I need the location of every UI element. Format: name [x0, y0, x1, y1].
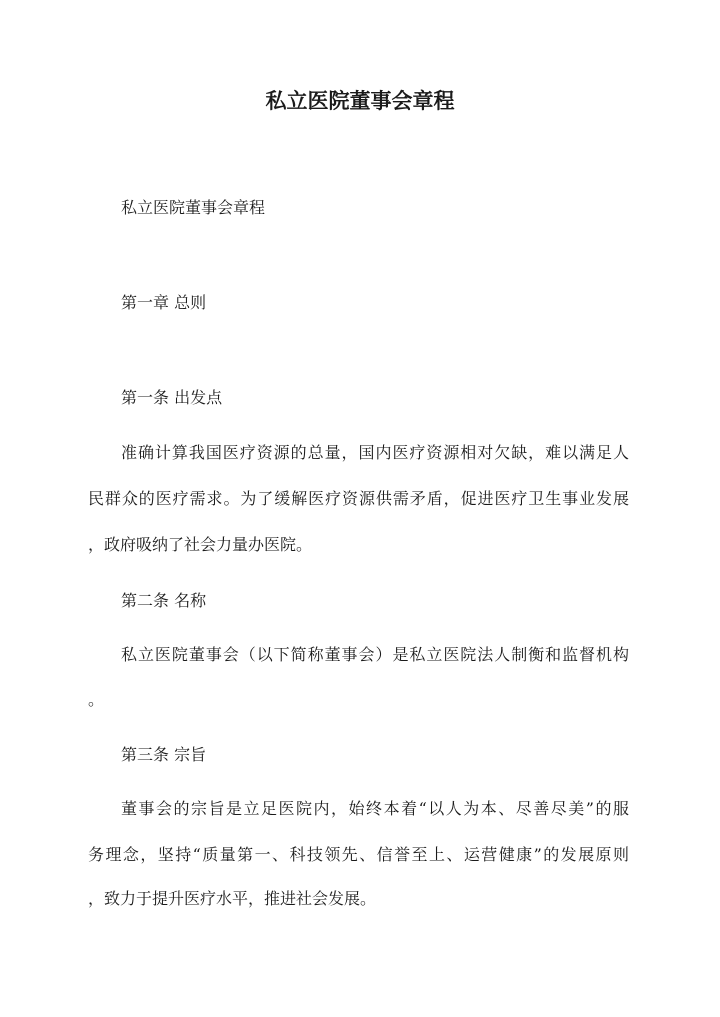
article-2-line-2: 。 — [88, 690, 105, 709]
article-3-heading: 第三条 宗旨 — [121, 745, 207, 764]
document-title: 私立医院董事会章程 — [265, 88, 455, 113]
article-1-line-2: 民群众的医疗需求。为了缓解医疗资源供需矛盾，促进医疗卫生事业发展 — [88, 489, 629, 508]
article-1-line-1: 准确计算我国医疗资源的总量，国内医疗资源相对欠缺，难以满足人 — [121, 443, 629, 462]
chapter-heading: 第一章 总则 — [121, 293, 207, 312]
article-2-heading: 第二条 名称 — [121, 591, 207, 610]
article-3-line-3: ，致力于提升医疗水平，推进社会发展。 — [88, 889, 377, 908]
document-subtitle: 私立医院董事会章程 — [121, 198, 266, 217]
article-3-line-1: 董事会的宗旨是立足医院内，始终本着“以人为本、尽善尽美”的服 — [121, 799, 629, 818]
article-1-heading: 第一条 出发点 — [121, 388, 223, 407]
article-1-line-3: ，政府吸纳了社会力量办医院。 — [88, 535, 313, 554]
article-3-line-2: 务理念，坚持“质量第一、科技领先、信誉至上、运营健康”的发展原则 — [88, 845, 629, 864]
article-2-line-1: 私立医院董事会（以下简称董事会）是私立医院法人制衡和监督机构 — [121, 645, 629, 664]
